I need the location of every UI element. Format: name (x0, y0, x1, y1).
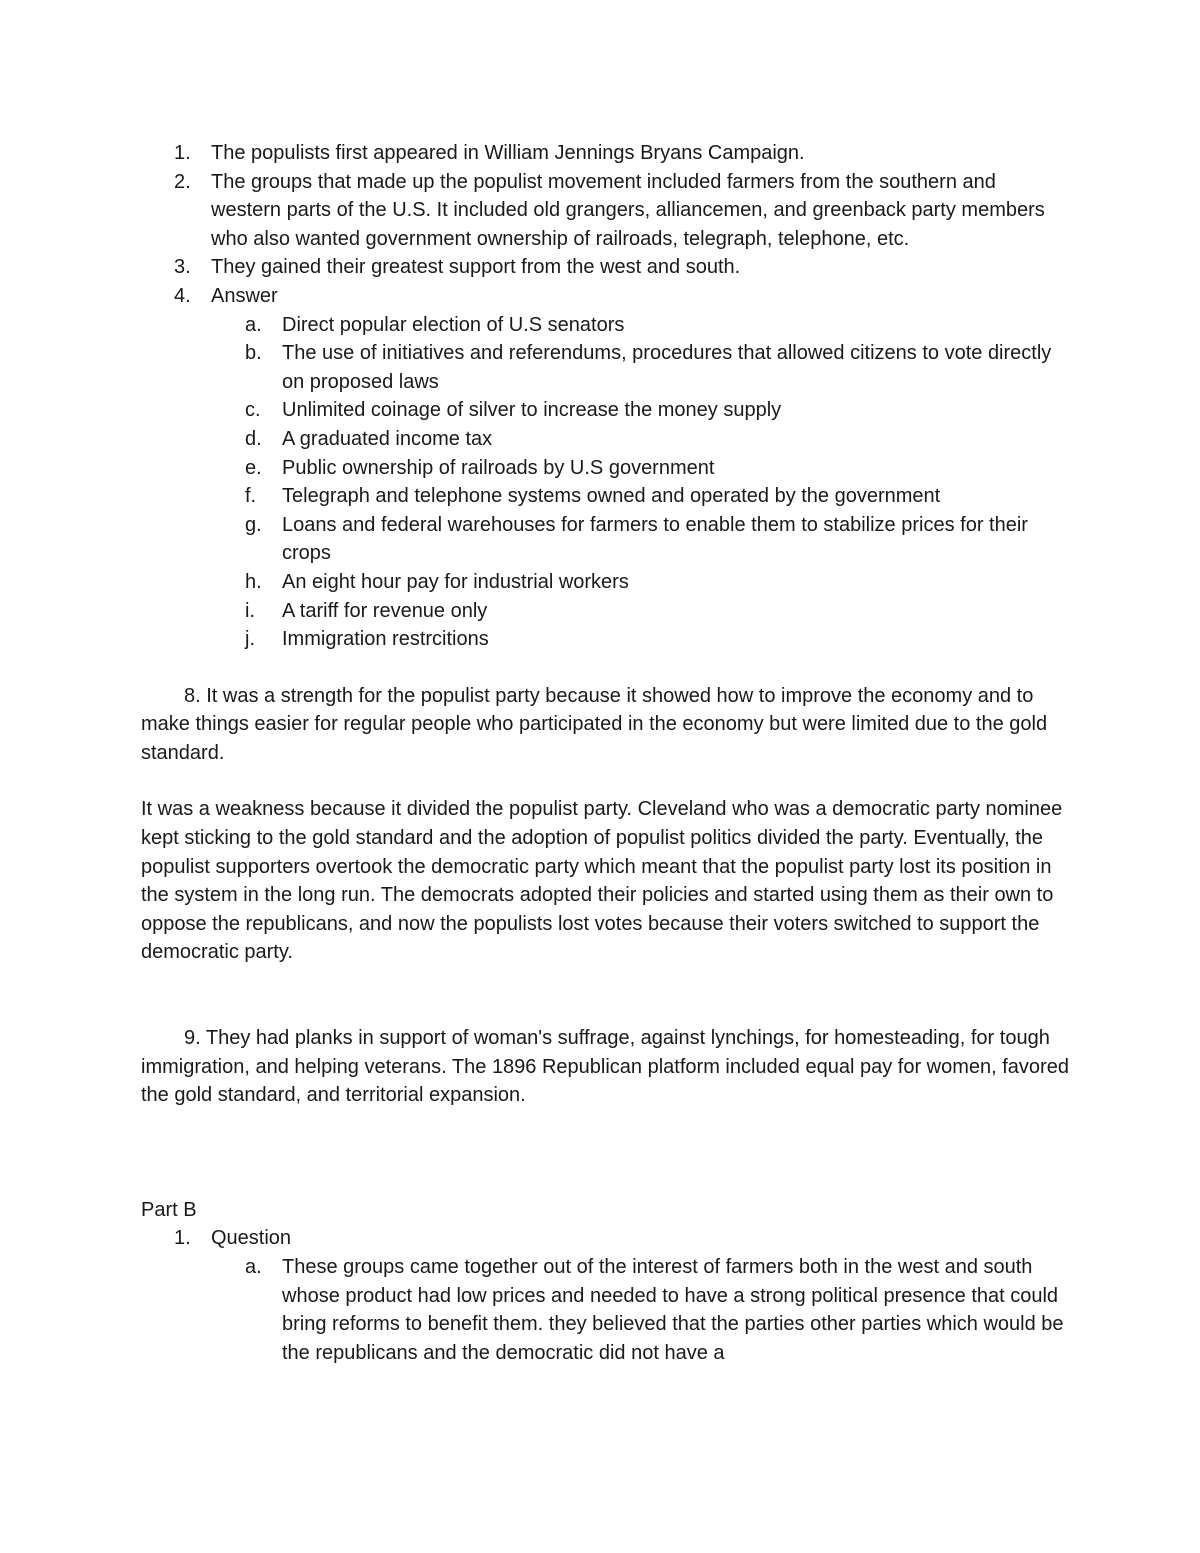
sublist-text: Telegraph and telephone systems owned and operated by the government (282, 485, 941, 508)
part-a-list (141, 139, 1071, 654)
sublist-item-c (141, 396, 1071, 425)
part-b-sublist-item-a (141, 1253, 1071, 1367)
sublist-letter: j. (245, 628, 255, 651)
sublist-text: An eight hour pay for industrial workers (282, 570, 629, 593)
sublist-item-d (141, 425, 1071, 454)
sublist-item-e (141, 454, 1071, 483)
part-b-list-item-1 (141, 1224, 1071, 1253)
sublist-letter: c. (245, 399, 261, 422)
sublist-letter: h. (245, 570, 262, 593)
spacer (141, 967, 1071, 1024)
sublist-text: A tariff for revenue only (282, 599, 488, 622)
list-number: 4. (174, 284, 191, 307)
list-text: Answer (211, 284, 278, 307)
sublist-text: Unlimited coinage of silver to increase the money supply (282, 399, 782, 422)
list-text: The groups that made up the populist movement included farmers from the southern and western parts of the U.S. It included old grangers, alliancemen, and greenback party members who also wanted government ownership of railroads, telegraph, telephone, etc. (211, 170, 1045, 250)
answer-8-weakness: It was a weakness because it divided the populist party. Cleveland who was a democratic party nominee kept sticking to the gold standard and the adoption of populist politics divided the party. Eventually, the populist supporters overtook the democratic party which meant that the populist party lost its position in the system in the long run. The democrats adopted their policies and started using them as their own to oppose the republicans, and now the populists lost votes because their voters switched to support the democratic party. (141, 798, 1063, 964)
sublist-text: Loans and federal warehouses for farmers to enable them to stabilize prices for their crops (282, 513, 1028, 565)
spacer (141, 654, 1071, 682)
sublist-letter: a. (245, 1256, 262, 1278)
list-item-3 (141, 253, 1071, 282)
sublist-text: These groups came together out of the interest of farmers both in the west and south whose product had low prices and needed to have a strong political presence that could bring reforms to benefit them. they believed that the parties other parties which would be the republicans and the democratic did not have a (282, 1256, 1064, 1364)
sublist-text: The use of initiatives and referendums, procedures that allowed citizens to vote directly on proposed laws (282, 342, 1052, 393)
list-text: Question (211, 1227, 292, 1250)
list-item-4 (141, 282, 1071, 311)
answer-sublist (141, 311, 1071, 654)
sublist-letter: g. (245, 513, 262, 536)
answer-9: 9. They had planks in support of woman's suffrage, against lynchings, for homesteading, for tough immigration, and helping veterans. The 1896 Republican platform included equal pay for women, favored the gold standard, and territorial expansion. (141, 1027, 1069, 1107)
list-number: 3. (174, 256, 191, 279)
sublist-item-b (141, 339, 1071, 396)
sublist-text: Immigration restrcitions (282, 628, 489, 651)
answer-8-strength: 8. It was a strength for the populist party because it showed how to improve the economy and to make things easier for regular people who participated in the economy but were limited due to the gold standard. (141, 684, 1048, 764)
sublist-item-f (141, 482, 1071, 511)
list-text: The populists first appeared in William Jennings Bryans Campaign. (211, 142, 805, 164)
sublist-letter: e. (245, 456, 262, 479)
sublist-item-i (141, 597, 1071, 626)
sublist-text: Direct popular election of U.S senators (282, 313, 625, 336)
sublist-letter: f. (245, 485, 257, 508)
list-number: 2. (174, 170, 191, 193)
sublist-letter: i. (245, 599, 255, 622)
list-item-2 (141, 168, 1071, 254)
sublist-text: Public ownership of railroads by U.S government (282, 456, 715, 479)
sublist-item-h (141, 568, 1071, 597)
sublist-letter: b. (245, 342, 262, 365)
sublist-item-g (141, 511, 1071, 568)
sublist-item-j (141, 625, 1071, 654)
list-number: 1. (174, 142, 191, 164)
list-text: They gained their greatest support from the west and south. (211, 256, 741, 279)
list-item-1 (141, 139, 1071, 168)
sublist-letter: a. (245, 313, 262, 336)
part-b-heading: Part B (141, 1198, 197, 1221)
document-page (141, 139, 1071, 1367)
sublist-text: A graduated income tax (282, 427, 493, 450)
spacer (141, 1110, 1071, 1196)
spacer (141, 767, 1071, 795)
sublist-letter: d. (245, 427, 262, 450)
list-number: 1. (174, 1227, 191, 1250)
sublist-item-a (141, 311, 1071, 340)
